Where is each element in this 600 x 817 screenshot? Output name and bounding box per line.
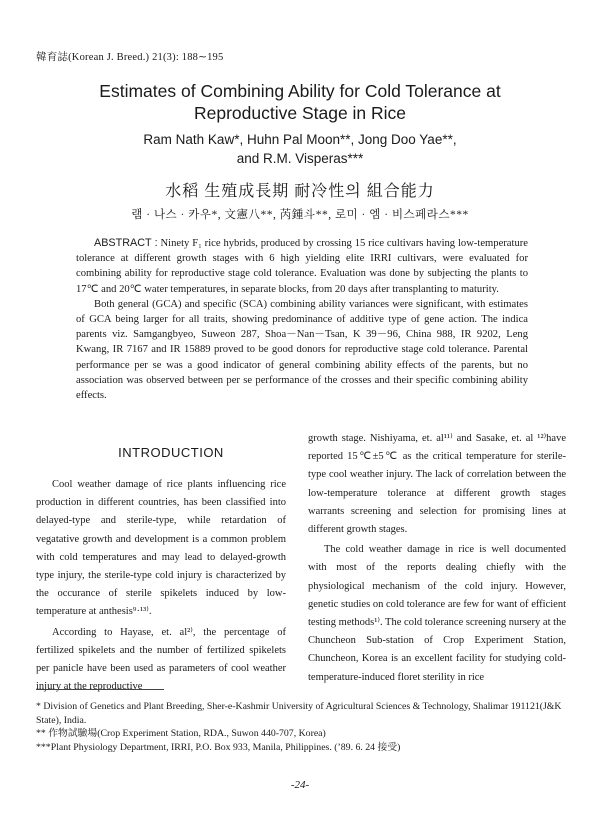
- abstract: [76, 236, 528, 403]
- korean-title: 水稻 生殖成長期 耐冷性의 組合能力: [165, 183, 435, 200]
- journal-reference: 韓育誌(Korean J. Breed.) 21(3): 188∼195: [36, 52, 224, 63]
- abstract-paragraph-1: [76, 236, 528, 297]
- introduction-right-column: [308, 430, 566, 689]
- intro-left-paragraph-2: According to Hayase, et. al²⁾, the percentage of fertilized spikelets and the number of fertilized spikelets per panicle have been used as parameters of cool weather injury at the reproductive: [36, 626, 286, 693]
- footnote-divider: [36, 689, 164, 690]
- intro-right-paragraph-1: growth stage. Nishiyama, et. al¹¹⁾ and Sasake, et. al ¹²⁾have reported 15℃±5℃ as the critical temperature for sterile-type cool weather injury. The lack of correlation between the low-temperature tolerance at different growth stages warrants screening and selection for promising lines at different growth stages.: [308, 433, 566, 536]
- abstract-label: ABSTRACT :: [94, 237, 158, 249]
- footnote-3: ***Plant Physiology Department, IRRI, P.O. Box 933, Manila, Philippines. (’89. 6. 24 接受): [36, 742, 401, 753]
- introduction-heading: INTRODUCTION: [118, 445, 224, 460]
- page-number: -24-: [290, 779, 310, 791]
- paper-title-line-1: Estimates of Combining Ability for Cold Tolerance at: [99, 81, 501, 101]
- introduction-left-column: [36, 476, 286, 698]
- abstract-text-1: Ninety F₁ rice hybrids, produced by crossing 15 rice cultivars having low-temperature tolerance at different growth stages with 6 high yielding elite IRRI cultivars, were evaluated for combining ability for reproductive stage cold tolerance. Evaluation was done by subjecting the plants to 17℃ and 20℃ water temperatures, in separate blocks, from 20 days after transplanting to maturity.: [76, 238, 528, 295]
- authors-line-1: Ram Nath Kaw*, Huhn Pal Moon**, Jong Doo Yae**,: [143, 132, 457, 147]
- paper-title-line-2: Reproductive Stage in Rice: [193, 103, 407, 123]
- intro-right-paragraph-2: The cold weather damage in rice is well documented with most of the reports dealing chiefly with the physiological mechanism of the cold injury. However, genetic studies on cold tolerance are few for want of efficient testing methods¹⁾. The cold tolerance screening nursery at the Chuncheon Sub-station of Crop Experiment Station, Chuncheon, Korea is an excellent facility for studying cold-temperature-induced floret sterility in rice: [308, 544, 566, 683]
- footnote-1: * Division of Genetics and Plant Breeding, Sher-e-Kashmir University of Agricultural Sciences & Technology, Shalimar 191121(J&K State), India.: [36, 701, 562, 726]
- intro-left-paragraph-1: Cool weather damage of rice plants influencing rice production in different countries, has been classified into delayed-type and sterile-type, while retardation of vegatative growth and development is a common problem with cold temperatures and may lead to delayed-growth type injury, the sterile-type cold injury is characterized by the occurance of sterile spikelets induced by low-temperature at anthesis⁹·¹³⁾.: [36, 479, 286, 618]
- authors-line-2: and R.M. Visperas***: [236, 151, 364, 166]
- footnote-2: ** 作物試驗場(Crop Experiment Station, RDA., Suwon 440-707, Korea): [36, 728, 326, 739]
- abstract-paragraph-2: Both general (GCA) and specific (SCA) combining ability variances were significant, with estimates of GCA being larger for all traits, showing predominance of additive type of gene action. The indica parents viz. Samgangbyeo, Suweon 287, Shoa－Nan－Tsan, K 39－96, China 988, IR 9202, Leng Kwang, IR 7167 and IR 15889 proved to be good donors for reproductive stage cold tolerance. Parental performance per se was a good indicator of general combining ability effects of the parents, but no association was observed between per se performance of the crosses and their specific combining ability effects.: [76, 298, 528, 402]
- korean-authors: 램 · 나스 · 카우*, 文憲八**, 芮鍾斗**, 로미 · 엠 · 비스페라스***: [131, 209, 469, 221]
